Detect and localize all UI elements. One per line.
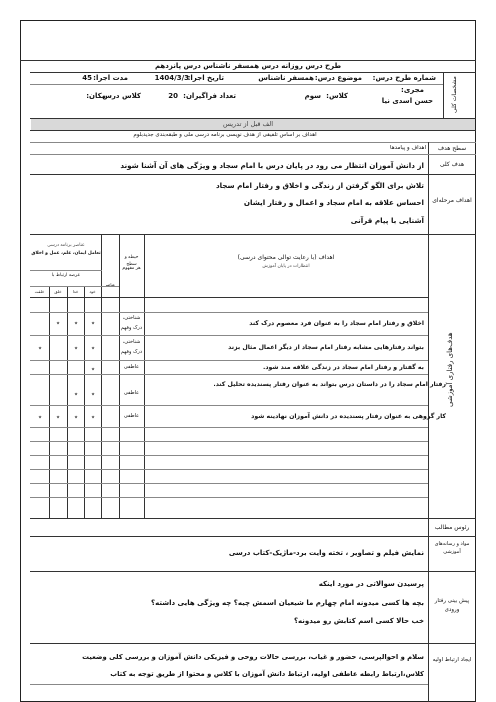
plan-title: طرح درس روزانه درس همسفر ناشناس درس پانزدهم bbox=[154, 62, 342, 70]
relation-col-4: خلقت bbox=[34, 289, 45, 294]
general-specs-label: مشخصات کلی bbox=[451, 76, 458, 114]
relations-header: عرصه ارتباط با bbox=[51, 273, 81, 278]
prereq-question-2: خب حالا کسی اسم کتابش رو میدونه؟ bbox=[294, 617, 424, 625]
stage-goal-3: آشنایی با پیام قرآنی bbox=[350, 216, 424, 225]
relation-col-2: خدا bbox=[72, 289, 79, 294]
behavior-row-3-goal: به گفتار و رفتار امام سجاد در زندگی علاقه مند شود. bbox=[262, 364, 424, 371]
row-3-mark-khoda: ٭ bbox=[91, 365, 95, 373]
initial-connection-label-text: ایجاد ارتباط اولیه bbox=[432, 657, 472, 663]
overall-goal-label: هدف کلی bbox=[439, 161, 465, 168]
stage-goals-label-text: اهداف مرحله‌ای bbox=[432, 197, 472, 204]
behavior-row-2-domain bbox=[119, 337, 144, 357]
domain-column-sub: هر مفهوم bbox=[122, 266, 141, 271]
section-a-note: اهداف بر اساس تلفیقی از هدف نویسی برنامه درسی ملی و طبقه‌بندی جدیدبلوم bbox=[133, 132, 317, 138]
initial-connection-label bbox=[429, 654, 475, 666]
goals-column-subheader: انتظارات در پایان آموزش bbox=[262, 264, 310, 269]
row-1-mark-khod: ٭ bbox=[56, 319, 60, 327]
prereq-intro: پرسیدن سوالاتی در مورد اینکه bbox=[318, 580, 424, 588]
class-value: سوم bbox=[304, 92, 321, 100]
materials-label-text: مواد و رسانه‌های آموزشی bbox=[434, 541, 470, 555]
class-label: کلاس: bbox=[326, 92, 348, 100]
row-2-mark-khalgh: ٭ bbox=[74, 344, 78, 352]
initial-connection-line-2: کلاس،ارتباط رابطه عاطفی اولیه، ارتباط دانش آموزان با کلاس و محتوا از طریق توجه به کتاب bbox=[110, 670, 424, 678]
prereq-label-text: پیش بینی رفتار ورودی bbox=[434, 598, 470, 613]
row-5-mark-khod: ٭ bbox=[56, 413, 60, 421]
row-5-mark-khoda: ٭ bbox=[91, 413, 95, 421]
row-4-mark-khalgh: ٭ bbox=[74, 390, 78, 398]
behavior-row-5-domain: عاطفی bbox=[123, 413, 140, 419]
row-1-mark-khoda: ٭ bbox=[91, 319, 95, 327]
students-value: 20 bbox=[168, 92, 178, 100]
row-5-mark-khelghat: ٭ bbox=[38, 413, 42, 421]
teacher-label: مجری: bbox=[401, 86, 424, 94]
subject-value: همسفر ناشناس bbox=[258, 74, 314, 82]
row-2-mark-khelghat: ٭ bbox=[38, 344, 42, 352]
integration-subheader: تعامل ایمان، علم، عمل و اخلاق bbox=[31, 251, 101, 256]
date-value: 1404/3/3 bbox=[154, 74, 189, 82]
row-1-mark-khalgh: ٭ bbox=[74, 319, 78, 327]
goals-column-header: اهداف (با رعایت توالی محتوای درسی) bbox=[237, 254, 335, 261]
place-value: کلاس درس bbox=[102, 92, 141, 100]
behavior-row-2-domain-text: شناختی، درک وفهم bbox=[120, 339, 143, 355]
stage-goal-1: تلاش برای الگو گرفتن از زندگی و اخلاق و رفتار امام سجاد bbox=[215, 181, 424, 190]
overall-goal-text: از دانش آموزان انتظار می رود در پایان درس با امام سجاد و ویژگی های آن آشنا شوند bbox=[120, 161, 424, 170]
materials-text: نمایش فیلم و تصاویر ، تخته وایت برد-ماژیک-کتاب درسی bbox=[228, 549, 424, 557]
row-5-mark-khalgh: ٭ bbox=[74, 413, 78, 421]
behavior-row-1-domain-text: شناختی، درک وفهم bbox=[120, 315, 143, 331]
goal-level-label: سطح هدف bbox=[437, 145, 467, 152]
initial-connection-line-1: سلام و احوالپرسی، حضور و غیاب، بررسی حالات روحی و فیزیکی دانش آموزان و بررسی کلی وضعیت bbox=[82, 653, 424, 661]
behavior-row-4-domain: عاطفی bbox=[123, 390, 140, 396]
relation-col-1: خود bbox=[89, 289, 96, 294]
stage-goal-2: احساس علاقه به امام سجاد و اعمال و رفتار ایشان bbox=[243, 198, 424, 207]
place-label: مکان: bbox=[86, 92, 106, 100]
duration-value: 45 bbox=[82, 74, 92, 82]
behavior-goals-side-label: هدف‌های رفتاری آموزشی bbox=[446, 332, 454, 408]
domain-column-header: حیطه و سطح bbox=[124, 255, 139, 267]
row-4-mark-khoda: ٭ bbox=[91, 390, 95, 398]
behavior-row-1-goal: اخلاق و رفتار امام سجاد را به عنوان فرد معصوم درک کند bbox=[249, 320, 424, 327]
prereq-label bbox=[429, 597, 475, 615]
subject-label: موضوع درس: bbox=[314, 74, 362, 82]
headings-label: رئوس مطالب bbox=[434, 524, 470, 531]
section-a-title: الف قبل از تدریس bbox=[222, 120, 274, 128]
teacher-value: حسن اسدی نیا bbox=[381, 97, 433, 105]
elements-header: عناصر bbox=[104, 282, 116, 287]
prereq-question-1: بچه ها کسی میدونه امام چهارم ما شیعیان اسمش چیه؟ چه ویژگی هایی داشته؟ bbox=[151, 599, 424, 607]
goals-outcomes-label: اهداف و پیامدها bbox=[390, 145, 426, 151]
behavior-row-1-domain bbox=[119, 313, 144, 333]
behavior-row-2-goal: بتواند رفتارهایی مشابه رفتار امام سجاد از دیگر اعمال مثال بزند bbox=[228, 344, 424, 351]
behavior-row-5-goal: کار گروهی به عنوان رفتار پسندیده در دانش آموزان نهادینه شود bbox=[251, 413, 446, 420]
materials-label bbox=[429, 540, 475, 556]
duration-label: مدت اجرا: bbox=[93, 74, 128, 82]
plan-number-label: شماره طرح درس: bbox=[372, 74, 436, 82]
stage-goals-label bbox=[429, 196, 475, 206]
date-label: تاریخ اجرا: bbox=[187, 74, 224, 82]
behavior-row-3-domain: عاطفی bbox=[123, 364, 140, 370]
integration-header: عناصر برنامه درسی bbox=[47, 243, 85, 248]
behavior-row-4-goal: رفتار امام سجاد را در داستان درس بتواند به عنوان رفتار پسندیده تحلیل کند. bbox=[213, 381, 446, 388]
row-2-mark-khoda: ٭ bbox=[91, 344, 95, 352]
students-label: تعداد فراگیران: bbox=[183, 92, 236, 100]
relation-col-3: خلق bbox=[54, 289, 62, 294]
